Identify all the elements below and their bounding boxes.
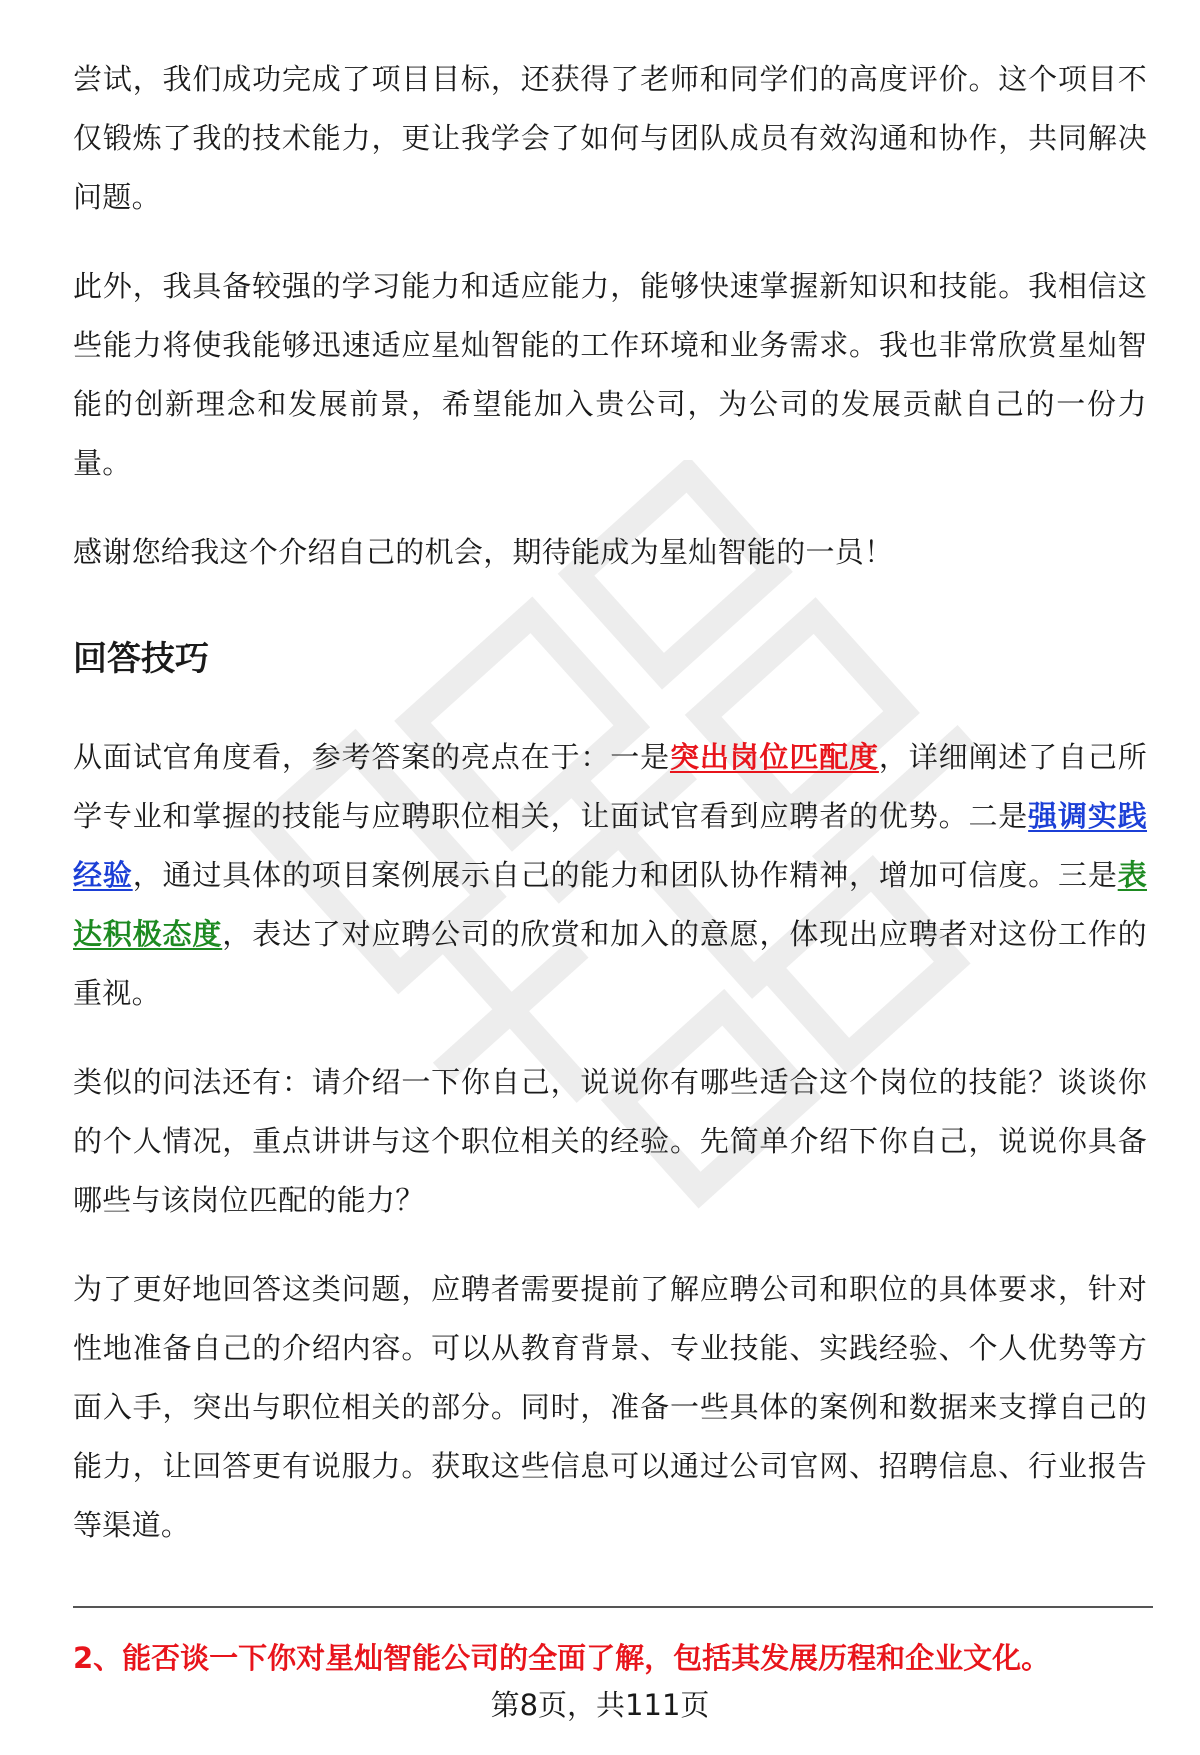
paragraph-similar-questions: 类似的问法还有：请介绍一下你自己，说说你有哪些适合这个岗位的技能？谈谈你的个人情况，重点讲讲与这个职位相关的经验。先简单介绍下你自己，说说你具备哪些与该岗位匹配的能力？ [73, 1065, 1147, 1217]
tips-text-2: ，详细阐述了自己所学专业和掌握的技能与应聘职位相关，让面试官看到应聘者的优势。二是 [73, 740, 1147, 833]
next-question-title: 2、能否谈一下你对星灿智能公司的全面了解，包括其发展历程和企业文化。 [73, 1641, 1051, 1675]
tips-text-3: ，通过具体的项目案例展示自己的能力和团队协作精神，增加可信度。三是 [132, 858, 1118, 892]
paragraph-advice: 为了更好地回答这类问题，应聘者需要提前了解应聘公司和职位的具体要求，针对性地准备自己的介绍内容。可以从教育背景、专业技能、实践经验、个人优势等方面入手，突出与职位相关的部分。同时，准备一些具体的案例和数据来支撑自己的能力，让回答更有说服力。获取这些信息可以通过公司官网、招聘信息、行业报告等渠道。 [73, 1272, 1147, 1542]
document-body [73, 50, 1147, 1585]
highlight-positive-attitude: 表达积极态度 [73, 858, 1147, 951]
paragraph-tips [73, 728, 1147, 1023]
highlight-job-match: 突出岗位匹配度 [669, 740, 879, 774]
tips-text-4: ，表达了对应聘公司的欣赏和加入的意愿，体现出应聘者对这份工作的重视。 [73, 917, 1147, 1010]
tips-text-1: 从面试官角度看，参考答案的亮点在于：一是 [73, 740, 670, 774]
highlight-practice-experience: 强调实践经验 [73, 799, 1148, 892]
paragraph-abilities: 此外，我具备较强的学习能力和适应能力，能够快速掌握新知识和技能。我相信这些能力将使我能够迅速适应星灿智能的工作环境和业务需求。我也非常欣赏星灿智能的创新理念和发展前景，希望能加入贵公司，为公司的发展贡献自己的一份力量。 [73, 269, 1147, 480]
divider [73, 1606, 1153, 1608]
paragraph-thanks: 感谢您给我这个介绍自己的机会，期待能成为星灿智能的一员！ [73, 535, 894, 569]
page-number: 第8页，共111页 [490, 1688, 710, 1722]
paragraph-project-result: 尝试，我们成功完成了项目目标，还获得了老师和同学们的高度评价。这个项目不仅锻炼了我的技术能力，更让我学会了如何与团队成员有效沟通和协作，共同解决问题。 [73, 62, 1147, 214]
section-heading: 回答技巧 [73, 639, 209, 679]
